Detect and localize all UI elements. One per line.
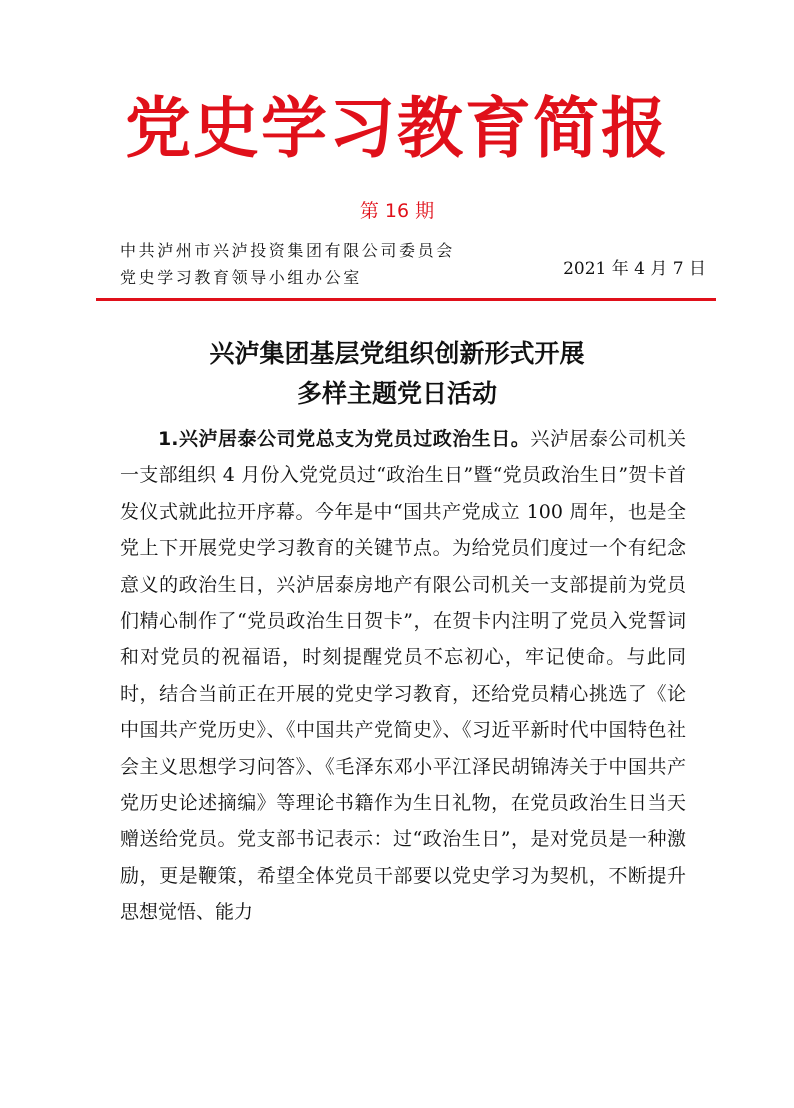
issue-number: 第 16 期 [359,200,435,222]
issuer-office: 党史学习教育领导小组办公室 [120,268,362,287]
header-divider [96,298,716,301]
article-title-line2: 多样主题党日活动 [296,379,497,408]
bulletin-masthead-title: 党史学习教育简报 [125,90,669,167]
article-title-line1: 兴泸集团基层党组织创新形式开展 [209,339,585,368]
section-lead-heading: 1.兴泸居泰公司党总支为党员过政治生日。 [158,428,531,450]
issue-date: 2021 年 4 月 7 日 [563,259,706,279]
section-body-text: 兴泸居泰公司机关一支部组织 4 月份入党党员过“政治生日”暨“党员政治生日”贺卡首发仪式就此拉开序幕。今年是中“国共产党成立 100 周年，也是全党上下开展党史学习教育的关键节点。为给党员们度过一个有纪念意义的政治生日，兴泸居泰房地产有限公司机关一支部提前为党员们精心制作了“党员政治生日贺卡”，在贺卡内注明了党员入党誓词和对党员的祝福语，时刻提醒党员不忘初心，牢记使命。与此同时，结合当前正在开展的党史学习教育，还给党员精心挑选了《论中国共产党历史》、《中国共产党简史》、《习近平新时代中国特色社会主义思想学习问答》、《毛泽东邓小平江泽民胡锦涛关于中国共产党历史论述摘编》等理论书籍作为生日礼物，在党员政治生日当天赠送给党员。党支部书记表示：过“政治生日”，是对党员是一种激励，更是鞭策，希望全体党员干部要以党史学习为契机，不断提升思想觉悟、能力 [120,428,686,924]
article-paragraph [120,421,686,931]
issuer-organization: 中共泸州市兴泸投资集团有限公司委员会 [120,241,455,260]
